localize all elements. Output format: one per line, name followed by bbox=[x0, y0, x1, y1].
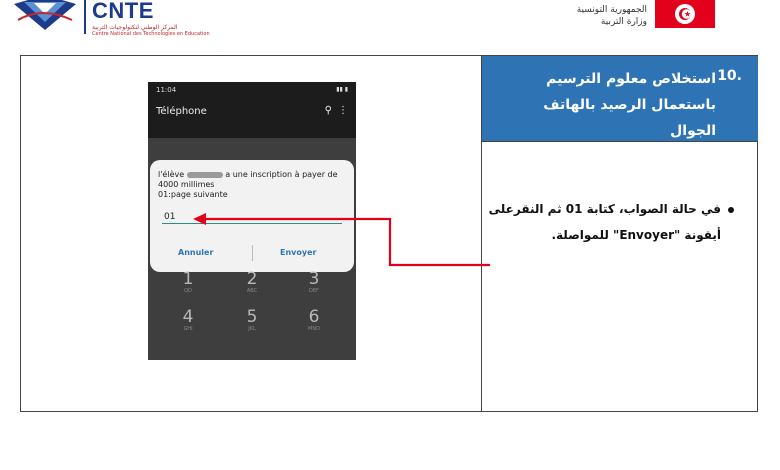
reply-input[interactable]: 01 bbox=[164, 212, 176, 222]
instruction-text: في حالة الصواب، كتابة 01 ثم النقرعلى أيقونة "Envoyer" للمواصلة. bbox=[488, 202, 721, 242]
message-amount: 4000 millimes bbox=[158, 180, 215, 189]
app-title: Téléphone bbox=[156, 106, 207, 117]
tunisia-flag-icon bbox=[655, 0, 715, 28]
ussd-dialog bbox=[150, 160, 354, 272]
content-table bbox=[20, 55, 758, 412]
more-menu-icon[interactable]: ⋮ bbox=[338, 105, 348, 116]
redacted-name bbox=[187, 172, 223, 178]
section-number: 10. bbox=[717, 68, 742, 84]
dial-key-1[interactable]: 1 QD bbox=[182, 269, 194, 294]
message-prefix: l'élève bbox=[158, 170, 185, 179]
cnte-emblem-icon bbox=[12, 0, 78, 34]
cancel-button[interactable]: Annuler bbox=[178, 248, 214, 257]
input-underline bbox=[162, 223, 342, 224]
dialog-message bbox=[158, 170, 348, 200]
org-french-name: Centre National des Technologies en Education bbox=[92, 31, 210, 37]
section-title: استخلاص معلوم الترسيم باستعمال الرصيد بالهاتف الجوال bbox=[543, 71, 716, 139]
logo-divider bbox=[84, 0, 86, 34]
org-arabic-name: المركز الوطني لتكنولوجيات التربية bbox=[92, 24, 178, 31]
bullet-icon bbox=[728, 207, 734, 213]
gov-ministry: وزارة التربية bbox=[600, 17, 647, 27]
send-button[interactable]: Envoyer bbox=[280, 248, 317, 257]
signal-icon: ▮▮ ▮ bbox=[336, 86, 348, 93]
message-suffix: a une inscription à payer de bbox=[225, 170, 338, 179]
phone-screenshot bbox=[148, 82, 356, 360]
phone-app-bar bbox=[148, 82, 356, 138]
dial-key-5[interactable]: 5 JKL bbox=[246, 307, 258, 332]
gov-republic: الجمهورية التونسية bbox=[576, 5, 647, 15]
org-name: CNTE bbox=[92, 0, 154, 23]
section-header bbox=[482, 56, 758, 142]
government-label bbox=[565, 4, 647, 28]
button-separator bbox=[252, 245, 253, 261]
search-icon[interactable]: ⚲ bbox=[324, 105, 332, 116]
dial-key-6[interactable]: 6 MNO bbox=[308, 307, 320, 332]
dial-key-4[interactable]: 4 GHI bbox=[182, 307, 194, 332]
dial-key-3[interactable]: 3 DEF bbox=[308, 269, 320, 294]
message-option: 01:page suivante bbox=[158, 190, 228, 199]
dial-key-2[interactable]: 2 ABC bbox=[246, 269, 258, 294]
status-time: 11:04 bbox=[156, 86, 177, 94]
